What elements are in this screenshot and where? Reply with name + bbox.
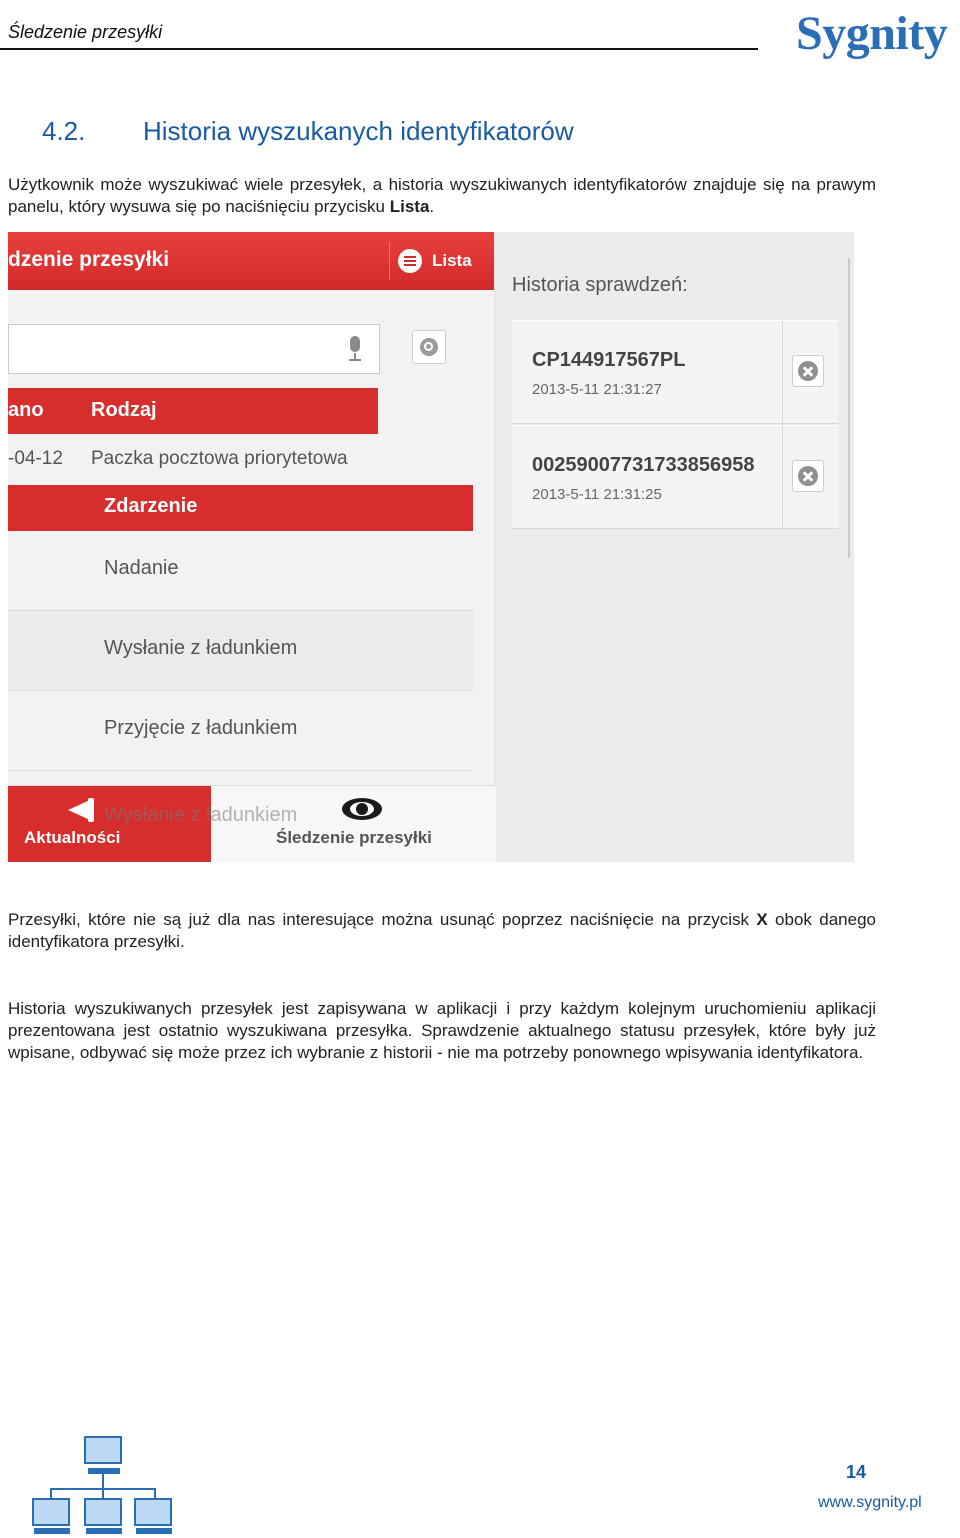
column-header-date: ano [8,399,44,421]
list-button-label: Lista [432,251,472,270]
events-header-label: Zdarzenie [104,495,198,517]
event-row [8,531,473,611]
menu-icon [398,249,422,273]
result-date: -04-12 [8,448,63,469]
history-item-date: 2013-5-11 21:31:25 [532,486,662,503]
website-link[interactable]: www.sygnity.pl [818,1494,922,1511]
app-screenshot [8,232,854,862]
history-title: Historia sprawdzeń: [512,274,688,296]
intro-paragraph: Użytkownik może wyszukiwać wiele przesyłek, a historia wyszukiwanych identyfikatorów znajduje się na prawym panelu, który wysuwa się po naciśnięciu przycisku Lista. [8,175,876,216]
network-icon [30,1432,175,1536]
page-number: 14 [846,1462,867,1482]
sygnity-logo: Sygnity [796,7,948,60]
microphone-icon[interactable] [346,336,364,362]
event-label: Wysłanie z ładunkiem [104,637,298,659]
events-header [8,485,473,531]
history-item[interactable] [512,425,838,529]
event-label: Przyjęcie z ładunkiem [104,717,298,739]
running-header-title: Śledzenie przesyłki [8,22,163,42]
section-number: 4.2. [42,116,86,146]
eye-icon [342,798,382,820]
app-topbar [8,232,494,290]
tab-news-label: Aktualności [24,828,121,847]
bottom-navigation [8,785,498,862]
events-list [8,485,473,785]
history-scrollbar[interactable] [848,258,850,558]
search-input[interactable] [8,324,380,374]
paragraph-remove: Przesyłki, które nie są już dla nas interesujące można usunąć poprzez naciśnięcie na przycisk X obok danego identyfikatora przesyłki. [8,910,876,951]
app-title: dzenie przesyłki [8,248,170,271]
event-label: Nadanie [104,557,179,579]
history-item-id: CP144917567PL [532,349,686,371]
section-title: Historia wyszukanych identyfikatorów [143,116,574,146]
search-button[interactable] [412,330,446,364]
column-header-kind: Rodzaj [91,399,157,421]
header-rule [0,48,758,50]
list-button[interactable] [389,242,489,280]
results-table-header [8,388,378,434]
remove-history-button[interactable] [792,355,824,387]
history-item-id: 00259007731733856958 [532,454,755,476]
history-item-date: 2013-5-11 21:31:27 [532,381,662,398]
remove-history-button[interactable] [792,460,824,492]
event-row [8,691,473,771]
paragraph-history: Historia wyszukiwanych przesyłek jest zapisywana w aplikacji i przy każdym kolejnym uruchomieniu aplikacji prezentowana jest ostatnio wyszukiwana przesyłka. Sprawdzenie aktualnego statusu przesyłek, które były już wpisane, odbywać się może przez ich wybranie z historii - nie ma potrzeby ponownego wpisywania identyfikatora. [8,999,876,1062]
event-row [8,611,473,691]
history-panel [496,232,854,862]
tab-tracking[interactable]: Śledzenie przesyłki [276,828,432,847]
history-item[interactable] [512,320,838,424]
scrolled-event-label: Wysłanie z ładunkiem [104,804,298,826]
result-kind: Paczka pocztowa priorytetowa [91,448,348,469]
megaphone-icon [64,798,96,822]
tracking-panel [8,232,494,862]
